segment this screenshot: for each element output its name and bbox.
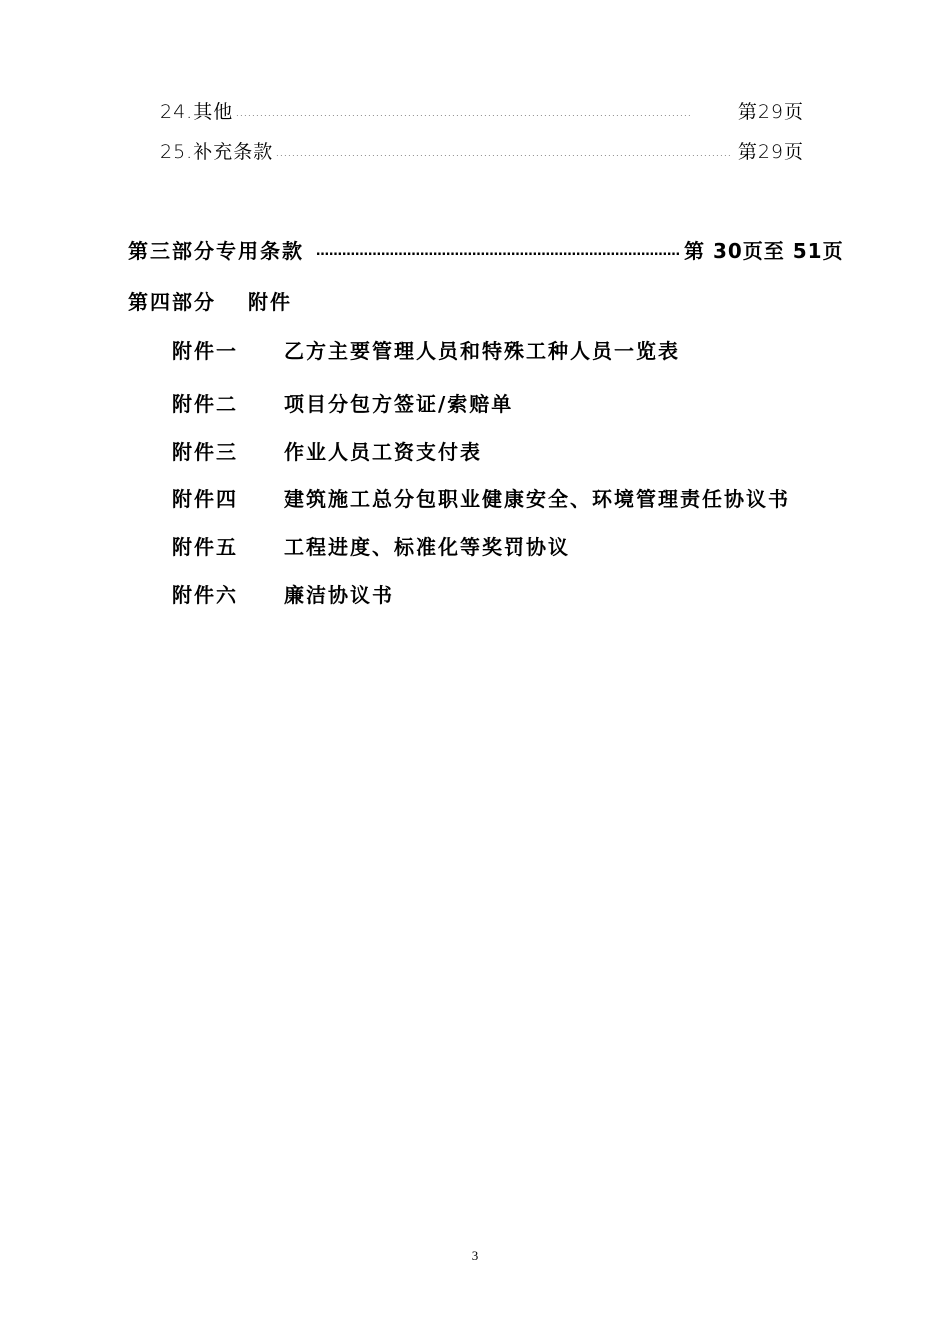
- annex-item: [172, 577, 394, 609]
- part-four-heading: [128, 284, 804, 316]
- page-number: 3: [471, 1248, 479, 1263]
- annex-title: 廉洁协议书: [284, 582, 394, 607]
- annex-number: 附件四: [172, 486, 238, 511]
- toc-item-label: 25.补充条款: [160, 140, 274, 163]
- toc-leader-dots: ……………………………………………………………………………………………………: [275, 145, 732, 159]
- annex-number: 附件三: [172, 439, 238, 464]
- toc-leader-dots: …………………………………………………………………………: [316, 243, 680, 259]
- toc-item-25: [160, 135, 804, 165]
- annex-item: [172, 529, 570, 561]
- annex-title: 项目分包方签证/索赔单: [284, 391, 514, 416]
- annex-number: 附件二: [172, 391, 238, 416]
- toc-item-page: 第29页: [737, 140, 804, 163]
- toc-item-page: 第29页: [737, 100, 804, 123]
- annex-item: [172, 386, 513, 418]
- part-number: 第四部分: [128, 289, 216, 314]
- part-page-range: 第 30页至 51页: [684, 238, 844, 263]
- annex-item: [172, 333, 680, 365]
- annex-item: [172, 434, 482, 466]
- part-title: 附件: [248, 289, 292, 314]
- annex-title: 作业人员工资支付表: [284, 439, 482, 464]
- annex-number: 附件一: [172, 338, 238, 363]
- annex-title: 乙方主要管理人员和特殊工种人员一览表: [284, 338, 680, 363]
- annex-title: 建筑施工总分包职业健康安全、环境管理责任协议书: [284, 486, 790, 511]
- annex-number: 附件五: [172, 534, 238, 559]
- annex-number: 附件六: [172, 582, 238, 607]
- toc-leader-dots: ……………………………………………………………………………………………………: [235, 105, 692, 119]
- annex-item: [172, 481, 790, 513]
- part-title: 专用条款: [216, 238, 304, 263]
- part-number: 第三部分: [128, 238, 216, 263]
- part-three-heading: [128, 233, 844, 265]
- toc-item-24: [160, 95, 804, 125]
- annex-title: 工程进度、标准化等奖罚协议: [284, 534, 570, 559]
- toc-item-label: 24.其他: [160, 100, 234, 123]
